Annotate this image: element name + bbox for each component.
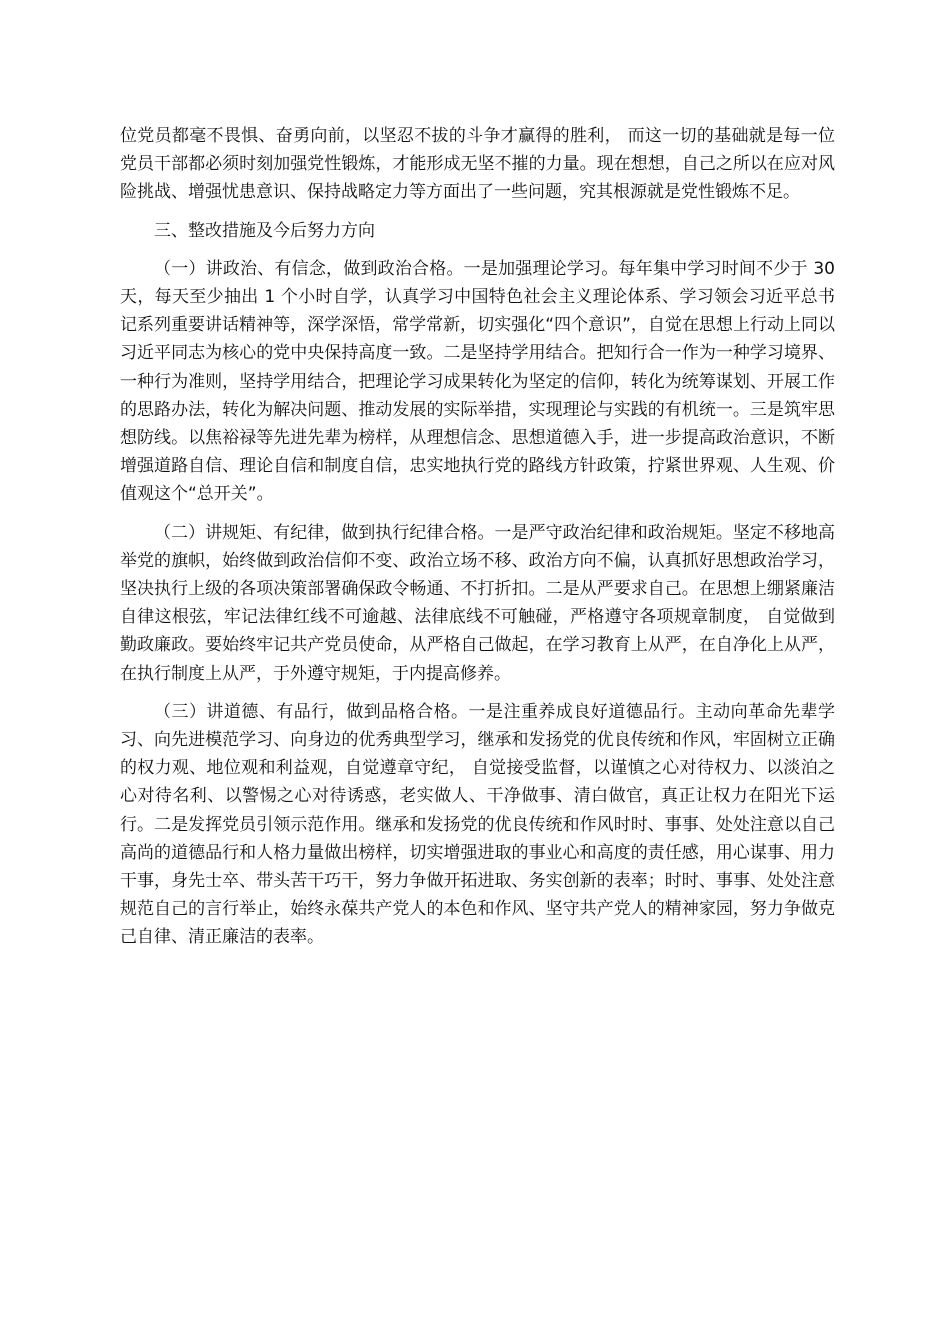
paragraph-political: （一）讲政治、有信念，做到政治合格。一是加强理论学习。每年集中学习时间不少于 30 天，每天至少抽出 1 个小时自学，认真学习中国特色社会主义理论体系、学习领会习近平总书记系列重要讲话精神等，深学深悟，常学常新，切实强化“四个意识”，自觉在思想上行动上同以习近平同志为核心的党中央保持高度一致。二是坚持学用结合。把知行合一作为一种学习境界、一种行为准则，坚持学用结合，把理论学习成果转化为坚定的信仰，转化为统筹谋划、开展工作的思路办法，转化为解决问题、推动发展的实际举措，实现理论与实践的有机统一。三是筑牢思想防线。以焦裕禄等先进先辈为榜样，从理想信念、思想道德入手，进一步提高政治意识，不断增强道路自信、理论自信和制度自信，忠实地执行党的路线方针政策，拧紧世界观、人生观、价值观这个“总开关”。 xyxy=(120,258,835,505)
paragraph-continuation: 位党员都毫不畏惧、奋勇向前，以坚忍不拔的斗争才赢得的胜利， 而这一切的基础就是每一位党员干部都必须时刻加强党性锻炼，才能形成无坚不摧的力量。现在想想，自己之所以在应对风险挑战、增强忧患意识、保持战略定力等方面出了一些问题，究其根源就是党性锻炼不足。 xyxy=(120,126,835,203)
paragraph-discipline: （二）讲规矩、有纪律，做到执行纪律合格。一是严守政治纪律和政治规矩。坚定不移地高举党的旗帜，始终做到政治信仰不变、政治立场不移、政治方向不偏，认真抓好思想政治学习，坚决执行上级的各项决策部署确保政令畅通、不打折扣。二是从严要求自己。在思想上绷紧廉洁自律这根弦，牢记法律红线不可逾越、法律底线不可触碰，严格遵守各项规章制度， 自觉做到勤政廉政。要始终牢记共产党员使命，从严格自己做起，在学习教育上从严，在自净化上从严，在执行制度上从严，于外遵守规矩，于内提高修养。 xyxy=(120,522,835,684)
document-body xyxy=(120,122,835,962)
paragraph-morality: （三）讲道德、有品行，做到品格合格。一是注重养成良好道德品行。主动向革命先辈学习、向先进模范学习、向身边的优秀典型学习，继承和发扬党的优良传统和作风，牢固树立正确的权力观、地位观和利益观，自觉遵章守纪， 自觉接受监督，以谨慎之心对待权力、以淡泊之心对待名利、以警惕之心对待诱惑，老实做人、干净做事、清白做官，真正让权力在阳光下运行。二是发挥党员引领示范作用。继承和发扬党的优良传统和作风时时、事事、处处注意以自己高尚的道德品行和人格力量做出榜样，切实增强进取的事业心和高度的责任感，用心谋事、用力干事，身先士卒、带头苦干巧干，努力争做开拓进取、务实创新的表率；时时、事事、处处注意规范自己的言行举止，始终永葆共产党人的本色和作风、坚守共产党人的精神家园，努力争做克己自律、清正廉洁的表率。 xyxy=(120,701,835,948)
section-heading: 三、整改措施及今后努力方向 xyxy=(154,220,375,241)
